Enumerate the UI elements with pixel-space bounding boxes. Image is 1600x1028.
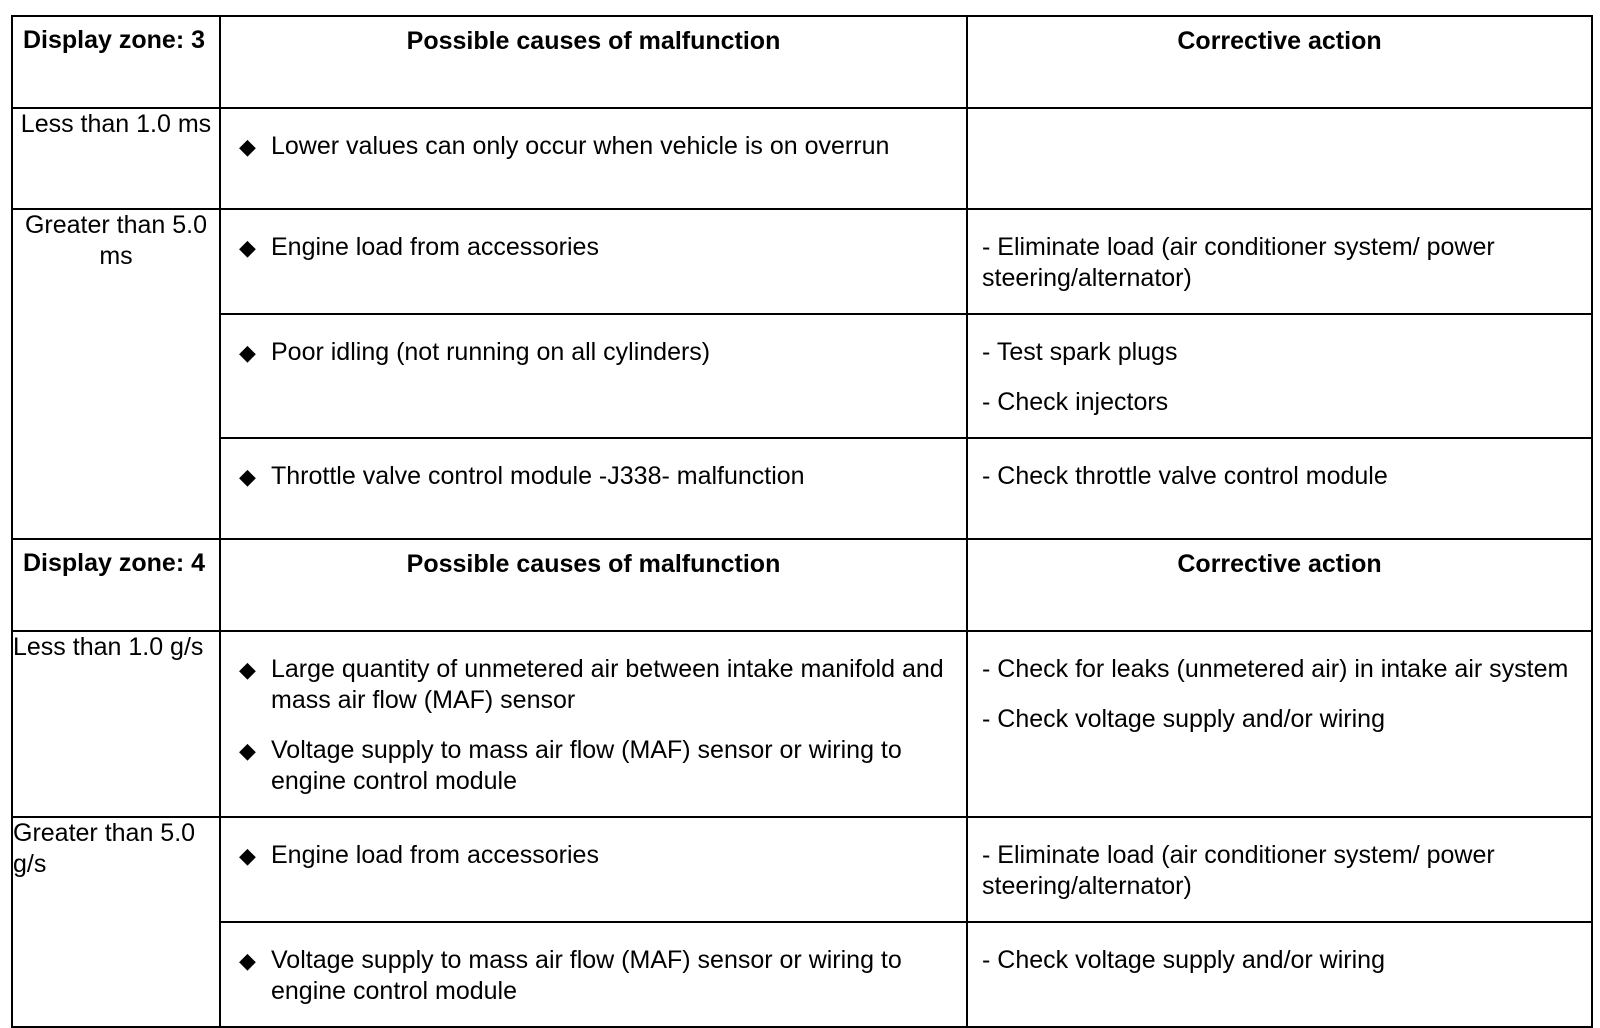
diagnostic-table bbox=[11, 15, 1593, 1028]
diamond-bullet-icon: ◆ bbox=[239, 235, 256, 260]
cause-item bbox=[239, 461, 956, 492]
cause-text: Large quantity of unmetered air between intake manifold and mass air flow (MAF) sensor bbox=[271, 655, 944, 714]
condition-cell: Less than 1.0 g/s bbox=[12, 631, 220, 817]
cause-item bbox=[239, 337, 956, 368]
zone4-action-header: Corrective action bbox=[967, 539, 1592, 631]
table-row bbox=[12, 314, 1592, 438]
diamond-bullet-icon: ◆ bbox=[239, 134, 256, 159]
causes-cell bbox=[220, 209, 967, 314]
cause-item bbox=[239, 232, 956, 263]
cause-item bbox=[239, 131, 956, 162]
diamond-bullet-icon: ◆ bbox=[239, 464, 256, 489]
cause-text: Throttle valve control module -J338- malfunction bbox=[271, 462, 805, 490]
action-item: - Check for leaks (unmetered air) in intake air system bbox=[982, 655, 1569, 683]
action-cell bbox=[967, 209, 1592, 314]
causes-cell bbox=[220, 922, 967, 1027]
action-item: - Check injectors bbox=[982, 388, 1169, 416]
table-row bbox=[12, 817, 1592, 922]
zone3-label: Display zone: 3 bbox=[12, 16, 220, 108]
cause-item bbox=[239, 840, 956, 871]
action-item: - Test spark plugs bbox=[982, 338, 1178, 366]
cause-text: Poor idling (not running on all cylinders) bbox=[271, 338, 711, 366]
diamond-bullet-icon: ◆ bbox=[239, 738, 256, 763]
action-item: - Eliminate load (air conditioner system/ power steering/alternator) bbox=[982, 233, 1495, 292]
action-item: - Eliminate load (air conditioner system/ power steering/alternator) bbox=[982, 841, 1495, 900]
cause-text: Engine load from accessories bbox=[271, 233, 599, 261]
cause-text: Voltage supply to mass air flow (MAF) sensor or wiring to engine control module bbox=[271, 736, 902, 795]
causes-cell bbox=[220, 314, 967, 438]
cause-text: Engine load from accessories bbox=[271, 841, 599, 869]
action-cell bbox=[967, 817, 1592, 922]
zone3-header-row bbox=[12, 16, 1592, 108]
cause-text: Voltage supply to mass air flow (MAF) sensor or wiring to engine control module bbox=[271, 946, 902, 1005]
condition-cell: Greater than 5.0 g/s bbox=[12, 817, 220, 1027]
zone4-header-row bbox=[12, 539, 1592, 631]
action-cell bbox=[967, 108, 1592, 209]
causes-cell bbox=[220, 817, 967, 922]
cause-text: Lower values can only occur when vehicle is on overrun bbox=[271, 132, 890, 160]
action-cell bbox=[967, 922, 1592, 1027]
diamond-bullet-icon: ◆ bbox=[239, 843, 256, 868]
table-row bbox=[12, 922, 1592, 1027]
table-row bbox=[12, 631, 1592, 817]
table-row bbox=[12, 108, 1592, 209]
zone4-causes-header: Possible causes of malfunction bbox=[220, 539, 967, 631]
zone3-causes-header: Possible causes of malfunction bbox=[220, 16, 967, 108]
diamond-bullet-icon: ◆ bbox=[239, 657, 256, 682]
action-item: - Check voltage supply and/or wiring bbox=[982, 946, 1385, 974]
zone4-label: Display zone: 4 bbox=[12, 539, 220, 631]
causes-cell bbox=[220, 108, 967, 209]
causes-cell bbox=[220, 438, 967, 539]
action-cell bbox=[967, 314, 1592, 438]
causes-cell bbox=[220, 631, 967, 817]
table-row bbox=[12, 209, 1592, 314]
diamond-bullet-icon: ◆ bbox=[239, 948, 256, 973]
condition-cell: Greater than 5.0 ms bbox=[12, 209, 220, 539]
table-row bbox=[12, 438, 1592, 539]
zone3-action-header: Corrective action bbox=[967, 16, 1592, 108]
cause-item bbox=[239, 654, 956, 716]
action-item: - Check throttle valve control module bbox=[982, 462, 1388, 490]
action-item: - Check voltage supply and/or wiring bbox=[982, 705, 1385, 733]
diamond-bullet-icon: ◆ bbox=[239, 340, 256, 365]
action-cell bbox=[967, 631, 1592, 817]
condition-cell: Less than 1.0 ms bbox=[12, 108, 220, 209]
cause-item bbox=[239, 945, 956, 1007]
cause-item bbox=[239, 735, 956, 797]
action-cell bbox=[967, 438, 1592, 539]
